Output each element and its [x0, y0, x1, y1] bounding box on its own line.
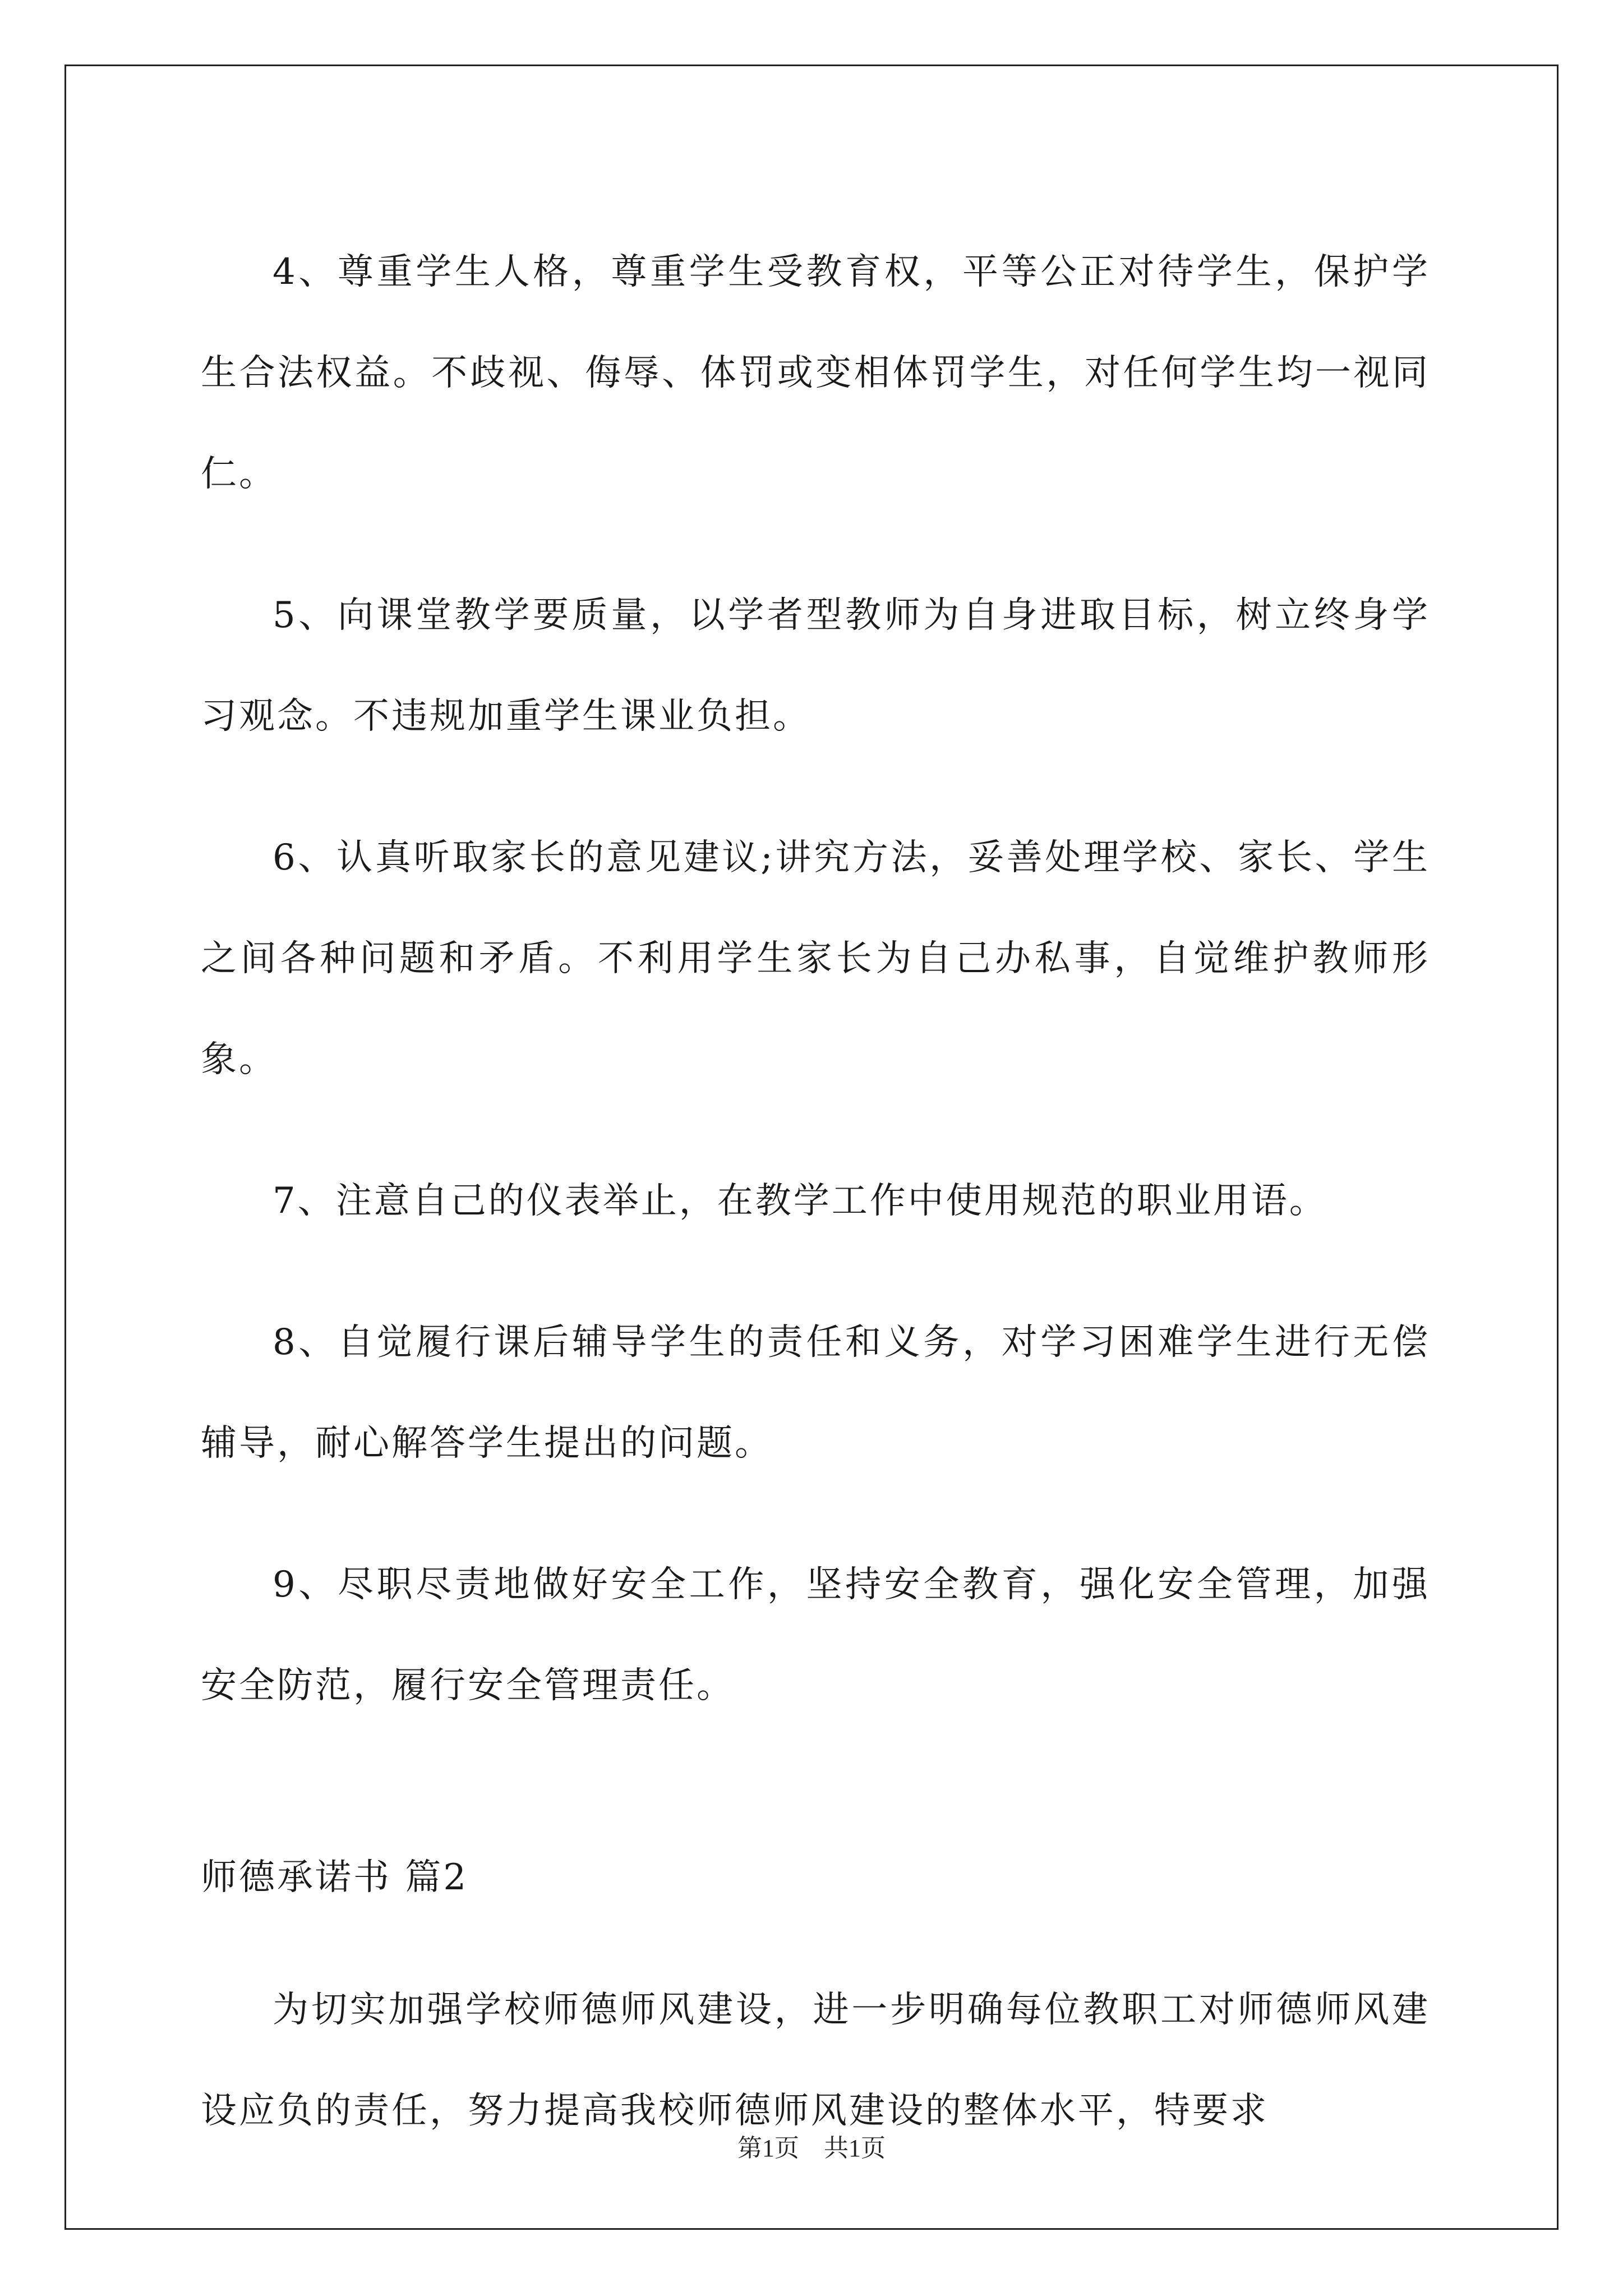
paragraph-item-6: 6、认真听取家长的意见建议;讲究方法，妥善处理学校、家长、学生之间各种问题和矛盾。不利用学生家长为自己办私事，自觉维护教师形象。 — [201, 837, 1430, 1080]
paragraph-item-9: 9、尽职尽责地做好安全工作，坚持安全教育，强化安全管理，加强安全防范，履行安全管理责任。 — [201, 1564, 1430, 1706]
paragraph-item-4: 4、尊重学生人格，尊重学生受教育权，平等公正对待学生，保护学生合法权益。不歧视、侮辱、体罚或变相体罚学生，对任何学生均一视同仁。 — [201, 251, 1430, 495]
section-spacer — [201, 1777, 1430, 1827]
paragraph-item-7: 7、注意自己的仪表举止，在教学工作中使用规范的职业用语。 — [273, 1180, 1327, 1222]
section-heading: 师德承诺书 篇2 — [201, 1857, 469, 1898]
section-intro-paragraph: 为切实加强学校师德师风建设，进一步明确每位教职工对师德师风建设应负的责任，努力提高我校师德师风建设的整体水平，特要求 — [201, 1989, 1430, 2132]
document-body — [201, 222, 1430, 2202]
paragraph-item-8: 8、自觉履行课后辅导学生的责任和义务，对学习困难学生进行无偿辅导，耐心解答学生提出的问题。 — [201, 1322, 1430, 1464]
paragraph-item-5: 5、向课堂教学要质量，以学者型教师为自身进取目标，树立终身学习观念。不违规加重学生课业负担。 — [201, 595, 1430, 737]
page-footer: 第1页 共1页 — [737, 2134, 886, 2162]
